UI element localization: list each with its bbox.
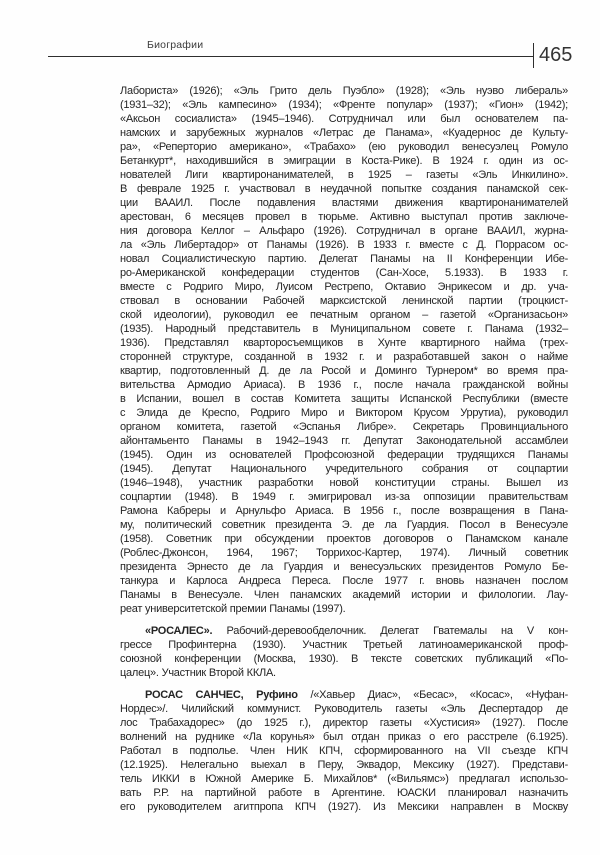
paragraph [120,688,568,814]
text-line: Панамы в Венесуэле. Член панамских академий истории и филологии. Лау- [120,589,568,601]
text-line: вать Р.Р. на партийной работе в Аргентине. ЮАСКИ планировал назначить [120,787,568,799]
text-line: ра», «Реперторио американо», «Трабахо» (ею руководил венесуэлец Ромуло [120,141,568,153]
text-line: президента Эрнесто де ла Гуардия и венесуэльских президентов Ромуло Бе- [120,561,568,573]
text-line: цалец». Участник Второй ККЛА. [120,667,276,679]
text-line: нователей Лиги квартиронанимателей, в 1925 – газеты «Эль Инкилино». [120,169,568,181]
text-line: (1931–32); «Эль кампесино» (1934); «Френте популар» (1937); «Гион» (1942); [120,99,568,111]
text-line: волнений на руднике «Ла корунья» был отдан приказ о его расстреле (6.1925). [120,731,568,743]
entry-name: РОСАС САНЧЕС, Руфино [145,689,298,701]
text-line: ции ВААИЛ. После подавления властями движения квартиронанимателей [120,197,568,209]
text-line: грессе Профинтерна (1930). Участник Третьей латиноамериканской проф- [120,639,568,651]
text-line: «Аксьон сосиалиста» (1945–1946). Сотрудничал или был основателем па- [120,113,568,125]
text-line: союзной конференции (Москва, 1930). В тексте советских публикаций «По- [120,653,568,665]
header-rule [48,56,533,57]
text-line: 1936). Представлял кварторосъемщиков в Хунте квартирного найма (трех- [120,337,568,349]
text-line: (1945). Один из основателей Профсоюзной федерации трудящихся Панамы [120,449,568,461]
text-line: танкура и Карлоса Андреса Переса. После 1977 г. вновь назначен послом [120,575,568,587]
text-line: новал Социалистическую партию. Делегат Панамы на II Конференции Ибе- [120,253,568,265]
text-line: тель ИККИ в Южной Америке Б. Михайлов* («Вильямс») предлагал использо- [120,773,568,785]
text-line: ствовал в основании Рабочей марксистской ленинской партии (троцкист- [120,295,568,307]
text-line: сторонней структуре, созданной в 1932 г. и разработавшей закон о найме [120,351,568,363]
text-line: лос Трабахадорес» (до 1925 г.), директор газеты «Хустисия» (1927). После [120,717,568,729]
text-line: арестован, 6 месяцев провел в тюрьме. Активно выступал против заключе- [120,211,568,223]
text-line: ния договора Келлог – Альфаро (1926). Сотрудничал в органе ВААИЛ, журна- [120,225,568,237]
paragraph [120,624,568,680]
text-line: в Испании, вошел в состав Комитета защиты Испанской Республики (вместе [120,393,568,405]
text-line: намских и зарубежных журналов «Летрас де Панама», «Куадернос де Культу- [120,127,568,139]
paragraph [120,84,568,616]
text-line: ла «Эль Либертадор» от Панамы (1926). В 1933 г. вместе с Д. Поррасом ос- [120,239,568,251]
text-line: «РОСАЛЕС». Рабочий-деревообделочник. Делегат Гватемалы на V кон- [145,625,568,637]
text-line: Бетанкурт*, находившийся в эмиграции в Коста-Рике). В 1924 г. один из ос- [120,155,568,167]
text-line: му, политический советник президента Э. де ла Гуардия. Посол в Венесуэле [120,519,568,531]
text-line: ро-Американской конфедерации студентов (Сан-Хосе, 5.1933). В 1933 г. [120,267,568,279]
text-line: (1935). Народный представитель в Муниципальном совете г. Панама (1932– [120,323,568,335]
section-title: Биографии [147,39,204,51]
text-line: айонтамьенто Панамы в 1942–1943 гг. Депутат Законодательной ассамблеи [120,435,568,447]
text-line: В феврале 1925 г. участвовал в неудачной попытке создания панамской сек- [120,183,568,195]
text-line: квартир, подготовленный Д. де ла Росой и Доминго Турнером* во время пра- [120,365,568,377]
text-line: его руководителем агитпропа КПЧ (1927). Из Мексики направлен в Москву [120,801,568,813]
page-number-divider [533,43,534,68]
text-line: с Элида де Креспо, Родриго Миро и Виктором Крусом Уррутиа), руководил [120,407,568,419]
text-line: (1958). Советник при обсуждении проектов договоров о Панамском канале [120,533,568,545]
text-line: РОСАС САНЧЕС, Руфино /«Хавьер Диас», «Бесас», «Косас», «Нуфан- [145,689,568,701]
text-line: вместе с Родриго Миро, Луисом Рестрепо, Октавио Энрикесом и др. уча- [120,281,568,293]
text-line: органом комитета, газетой «Эспанья Либре». Секретарь Провинциального [120,421,568,433]
text-line: соцпартии (1948). В 1949 г. эмигрировал из-за оппозиции правительствам [120,491,568,503]
entry-name: «РОСАЛЕС». [145,625,213,637]
text-line: реат университетской премии Панамы (1997). [120,603,346,615]
text-line: Нордес»/. Чилийский коммунист. Руководитель газеты «Эль Деспертадор де [120,703,568,715]
text-line: Рамона Кабреры и Арнульфо Ариаса. В 1956 г., после возвращения в Пана- [120,505,568,517]
text-line: (1945). Депутат Национального учредительного собрания от соцпартии [120,463,568,475]
text-column [120,84,568,814]
text-line: (1946–1948), участник разработки новой конституции страны. Вышел из [120,477,568,489]
text-line: (12.1925). Нелегально выехал в Перу, Эквадор, Мексику (1927). Представи- [120,759,568,771]
text-line: вительства Армодио Ариаса). В 1936 г., после начала гражданской войны [120,379,568,391]
text-line: Лабориста» (1926); «Эль Грито дель Пуэбло» (1928); «Эль нуэво либераль» [120,85,568,97]
text-line: (Роблес-Джонсон, 1964, 1967; Торрихос-Картер, 1974). Личный советник [120,547,568,559]
text-line: Работал в подполье. Член НИК КПЧ, сформированного на VII съезде КПЧ [120,745,568,757]
page-number: 465 [539,44,573,66]
text-line: ской идеологии), руководил ее печатным органом – газетой «Организасьон» [120,309,568,321]
